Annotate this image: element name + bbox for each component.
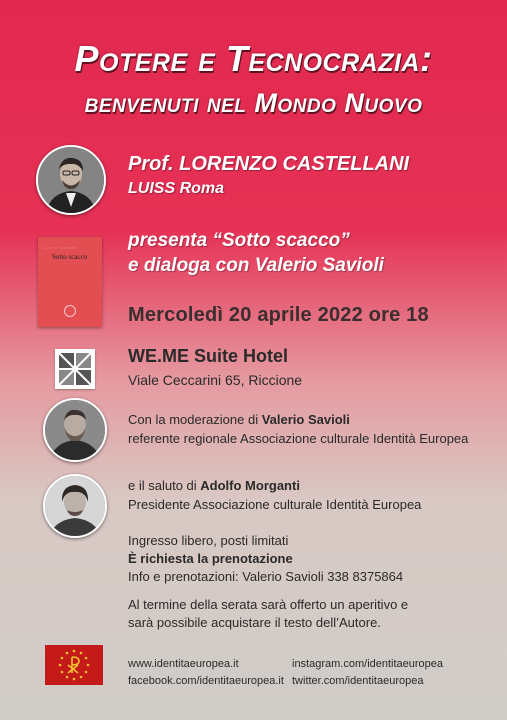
instagram-link[interactable]: instagram.com/identitaeuropea [292, 658, 444, 670]
contact-text: Info e prenotazioni: Valerio Savioli 338 8375864 [128, 569, 404, 584]
guest-line [128, 476, 421, 495]
twitter-link[interactable]: twitter.com/identitaeuropea [292, 675, 424, 687]
book-cover-author: Lorenzo Castellani [43, 245, 77, 250]
closing-line-2: sarà possibile acquistare il testo dell’Autore. [128, 615, 381, 630]
guest-portrait-icon [43, 474, 107, 538]
hotel-logo-icon [55, 349, 95, 389]
book-cover [38, 237, 102, 327]
speaker-name: Prof. LORENZO CASTELLANI [128, 153, 410, 175]
venue-address: Viale Ceccarini 65, Riccione [128, 372, 303, 388]
reservation-required-text: È richiesta la prenotazione [128, 551, 293, 566]
website-link[interactable]: www.identitaeuropea.it [128, 658, 239, 670]
presents-line: presenta “Sotto scacco” [128, 230, 350, 251]
guest-role: Presidente Associazione culturale Identità Europea [128, 497, 422, 512]
moderator-role: referente regionale Associazione culturale Identità Europea [128, 431, 469, 446]
closing-line-1: Al termine della serata sarà offerto un aperitivo e [128, 597, 409, 612]
footer-links-right [292, 656, 443, 690]
moderator-block [128, 410, 468, 448]
facebook-link[interactable]: facebook.com/identitaeuropea.it [128, 675, 284, 687]
speaker-block [128, 152, 409, 200]
speaker-affiliation: LUISS Roma [128, 180, 225, 197]
event-date: Mercoledì 20 aprile 2022 ore 18 [128, 304, 429, 326]
book-cover-title: Sotto scacco [52, 253, 88, 261]
moderator-name: Valerio Savioli [261, 412, 350, 427]
venue-name: WE.ME Suite Hotel [128, 346, 289, 366]
poster-subtitle: benvenuti nel Mondo Nuovo [84, 88, 423, 118]
guest-prefix: e il saluto di [128, 478, 197, 493]
guest-name: Adolfo Morganti [200, 478, 300, 493]
moderator-prefix: Con la moderazione di [128, 412, 259, 427]
admission-text: Ingresso libero, posti limitati [128, 533, 289, 548]
moderator-line [128, 410, 468, 429]
footer-links-left [128, 656, 284, 690]
presentation-text [128, 228, 384, 278]
moderator-portrait-icon [43, 398, 107, 462]
poster-title: Potere e Tecnocrazia: [74, 38, 433, 79]
publisher-emblem-icon [64, 305, 76, 317]
speaker-portrait-icon [36, 145, 106, 215]
dialogue-line: e dialoga con Valerio Savioli [128, 255, 384, 276]
guest-block [128, 476, 421, 514]
association-flag-icon [45, 645, 103, 685]
closing-note [128, 596, 408, 632]
booking-info [128, 532, 403, 586]
